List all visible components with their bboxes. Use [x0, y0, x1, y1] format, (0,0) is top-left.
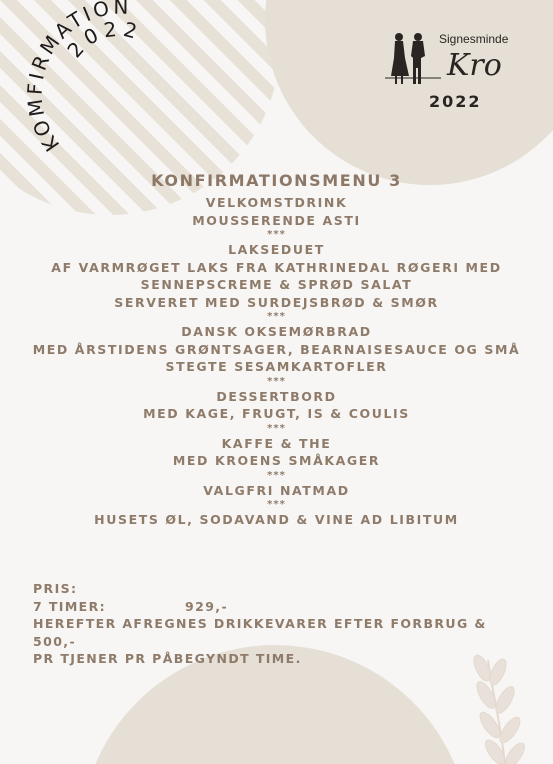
- menu-line: DANSK OKSEMØRBRAD: [181, 324, 372, 339]
- stamp-line2: 2022: [62, 16, 145, 63]
- pricing-duration: 7 TIMER:: [33, 598, 107, 614]
- menu-line: VALGFRI NATMAD: [203, 482, 350, 498]
- menu-separator: ***: [267, 229, 286, 240]
- menu-separator: ***: [267, 499, 286, 510]
- menu-line: MOUSSERENDE ASTI: [192, 212, 361, 228]
- pricing-note-line2: PR TJENER PR PÅBEGYNDT TIME.: [33, 651, 302, 666]
- stamp-line1: KOMFIRMATION: [22, 0, 132, 156]
- menu-line: MED KAGE, FRUGT, IS & COULIS: [143, 406, 410, 421]
- logo-name: Signesminde: [439, 32, 509, 46]
- kro-logo: [385, 26, 515, 116]
- menu: [0, 170, 553, 529]
- pricing-row: [33, 598, 513, 616]
- menu-separator: ***: [267, 375, 286, 387]
- menu-line: LAKSEDUET: [228, 242, 325, 257]
- menu-line: KAFFE & THE: [221, 435, 332, 451]
- menu-line: MED ÅRSTIDENS GRØNTSAGER, BEARNAISESAUCE OG SMÅ: [32, 341, 521, 357]
- menu-separator: ***: [267, 469, 286, 481]
- menu-line: MED KROENS SMÅKAGER: [172, 453, 381, 468]
- menu-separator: ***: [267, 422, 286, 434]
- menu-title: KONFIRMATIONSMENU 3: [151, 171, 402, 190]
- menu-separator: ***: [267, 311, 286, 322]
- pricing-label: PRIS:: [33, 581, 78, 596]
- menu-line: HUSETS ØL, SODAVAND & VINE AD LIBITUM: [94, 512, 459, 527]
- menu-line: DESSERTBORD: [216, 388, 337, 404]
- menu-lines: [0, 194, 553, 529]
- menu-line: VELKOMSTDRINK: [205, 195, 348, 210]
- menu-line: STEGTE SESAMKARTOFLER: [165, 359, 388, 374]
- menu-line: AF VARMRØGET LAKS FRA KATHRINEDAL RØGERI MED: [51, 259, 502, 275]
- logo-script: Kro: [447, 48, 502, 83]
- pricing-amount: 929,-: [185, 598, 229, 614]
- pricing-note-line1: HEREFTER AFREGNES DRIKKEVARER EFTER FORBRUG & 500,-: [33, 616, 487, 649]
- figures-icon: [385, 28, 441, 86]
- logo-year: 2022: [429, 92, 482, 111]
- menu-line: SENNEPSCREME & SPRØD SALAT: [140, 277, 413, 292]
- pricing: [33, 580, 513, 668]
- menu-line: SERVERET MED SURDEJSBRØD & SMØR: [114, 294, 439, 310]
